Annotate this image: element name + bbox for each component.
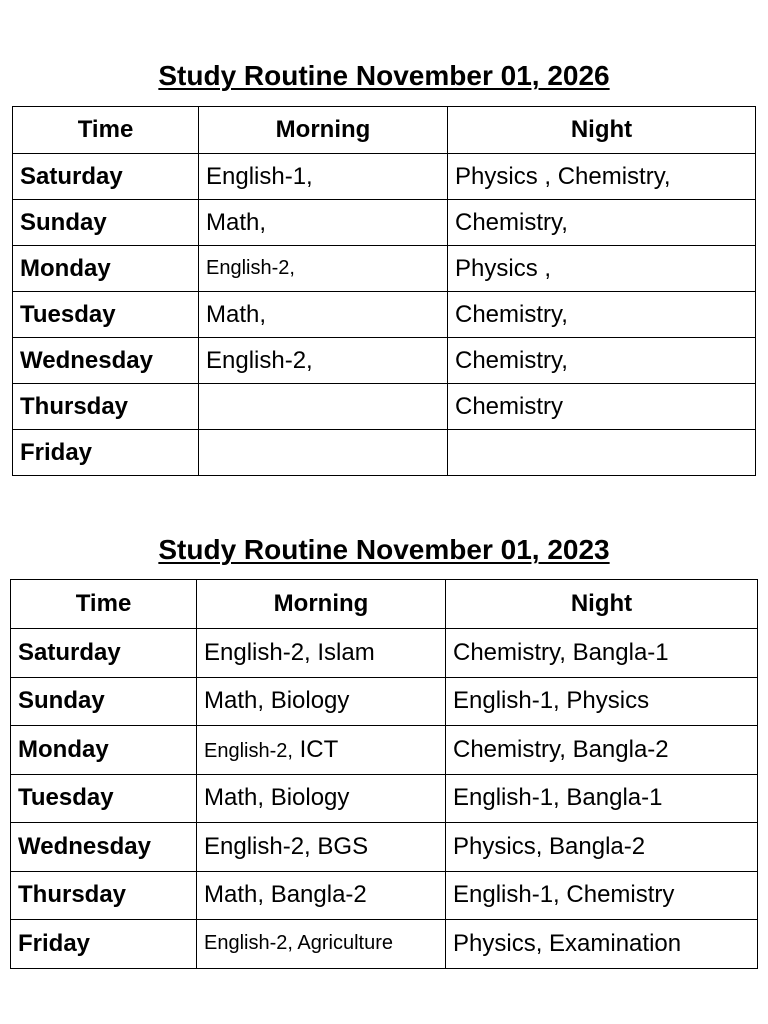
- night-cell: English-1, Chemistry: [446, 871, 758, 920]
- morning-text-part: ICT: [292, 735, 339, 763]
- header-morning: Morning: [197, 580, 446, 629]
- day-cell: Wednesday: [13, 338, 199, 384]
- header-morning: Morning: [199, 107, 448, 154]
- header-time: Time: [11, 580, 197, 629]
- night-cell: English-1, Physics: [446, 677, 758, 726]
- table-row: [11, 871, 758, 920]
- morning-cell: English-1,: [199, 154, 448, 200]
- morning-cell: Math,: [199, 292, 448, 338]
- night-cell: [448, 430, 756, 476]
- day-cell: Monday: [11, 726, 197, 775]
- day-cell: Sunday: [13, 200, 199, 246]
- morning-cell: English-2,: [199, 246, 448, 292]
- night-cell: Physics, Bangla-2: [446, 823, 758, 872]
- routine-2-title: Study Routine November 01, 2023: [158, 534, 610, 565]
- morning-cell: [199, 430, 448, 476]
- table-row: [11, 726, 758, 775]
- routine-2-table: [10, 579, 758, 969]
- morning-cell: English-2, Islam: [197, 629, 446, 678]
- table-row: [13, 430, 756, 476]
- morning-cell: Math, Bangla-2: [197, 871, 446, 920]
- day-cell: Thursday: [13, 384, 199, 430]
- night-cell: Chemistry: [448, 384, 756, 430]
- day-cell: Tuesday: [13, 292, 199, 338]
- morning-cell: English-2, Agriculture: [197, 920, 446, 969]
- night-cell: Chemistry, Bangla-2: [446, 726, 758, 775]
- night-cell: Chemistry,: [448, 200, 756, 246]
- day-cell: Monday: [13, 246, 199, 292]
- night-cell: Physics ,: [448, 246, 756, 292]
- morning-cell: Math,: [199, 200, 448, 246]
- day-cell: Saturday: [11, 629, 197, 678]
- table-row: [13, 338, 756, 384]
- table-row: [13, 384, 756, 430]
- routine-1-title: Study Routine November 01, 2026: [158, 60, 610, 91]
- table-header-row: [13, 107, 756, 154]
- table-row: [11, 774, 758, 823]
- night-cell: English-1, Bangla-1: [446, 774, 758, 823]
- header-night: Night: [448, 107, 756, 154]
- table-row: [13, 246, 756, 292]
- table-row: [13, 292, 756, 338]
- day-cell: Saturday: [13, 154, 199, 200]
- table-row: [13, 154, 756, 200]
- header-time: Time: [13, 107, 199, 154]
- morning-cell: [199, 384, 448, 430]
- day-cell: Friday: [11, 920, 197, 969]
- morning-text-part: English-2,: [204, 739, 293, 762]
- day-cell: Sunday: [11, 677, 197, 726]
- morning-cell: Math, Biology: [197, 774, 446, 823]
- day-cell: Friday: [13, 430, 199, 476]
- table-row: [11, 823, 758, 872]
- morning-cell: English-2,: [199, 338, 448, 384]
- night-cell: Physics , Chemistry,: [448, 154, 756, 200]
- table-row: [11, 920, 758, 969]
- morning-cell: Math, Biology: [197, 677, 446, 726]
- night-cell: Chemistry,: [448, 338, 756, 384]
- routine-1-table: [12, 106, 756, 476]
- day-cell: Thursday: [11, 871, 197, 920]
- table-header-row: [11, 580, 758, 629]
- night-cell: Chemistry, Bangla-1: [446, 629, 758, 678]
- table-row: [13, 200, 756, 246]
- table-row: [11, 629, 758, 678]
- table-row: [11, 677, 758, 726]
- night-cell: Chemistry,: [448, 292, 756, 338]
- night-cell: Physics, Examination: [446, 920, 758, 969]
- day-cell: Tuesday: [11, 774, 197, 823]
- morning-cell: English-2, BGS: [197, 823, 446, 872]
- header-night: Night: [446, 580, 758, 629]
- morning-cell: [197, 726, 446, 775]
- day-cell: Wednesday: [11, 823, 197, 872]
